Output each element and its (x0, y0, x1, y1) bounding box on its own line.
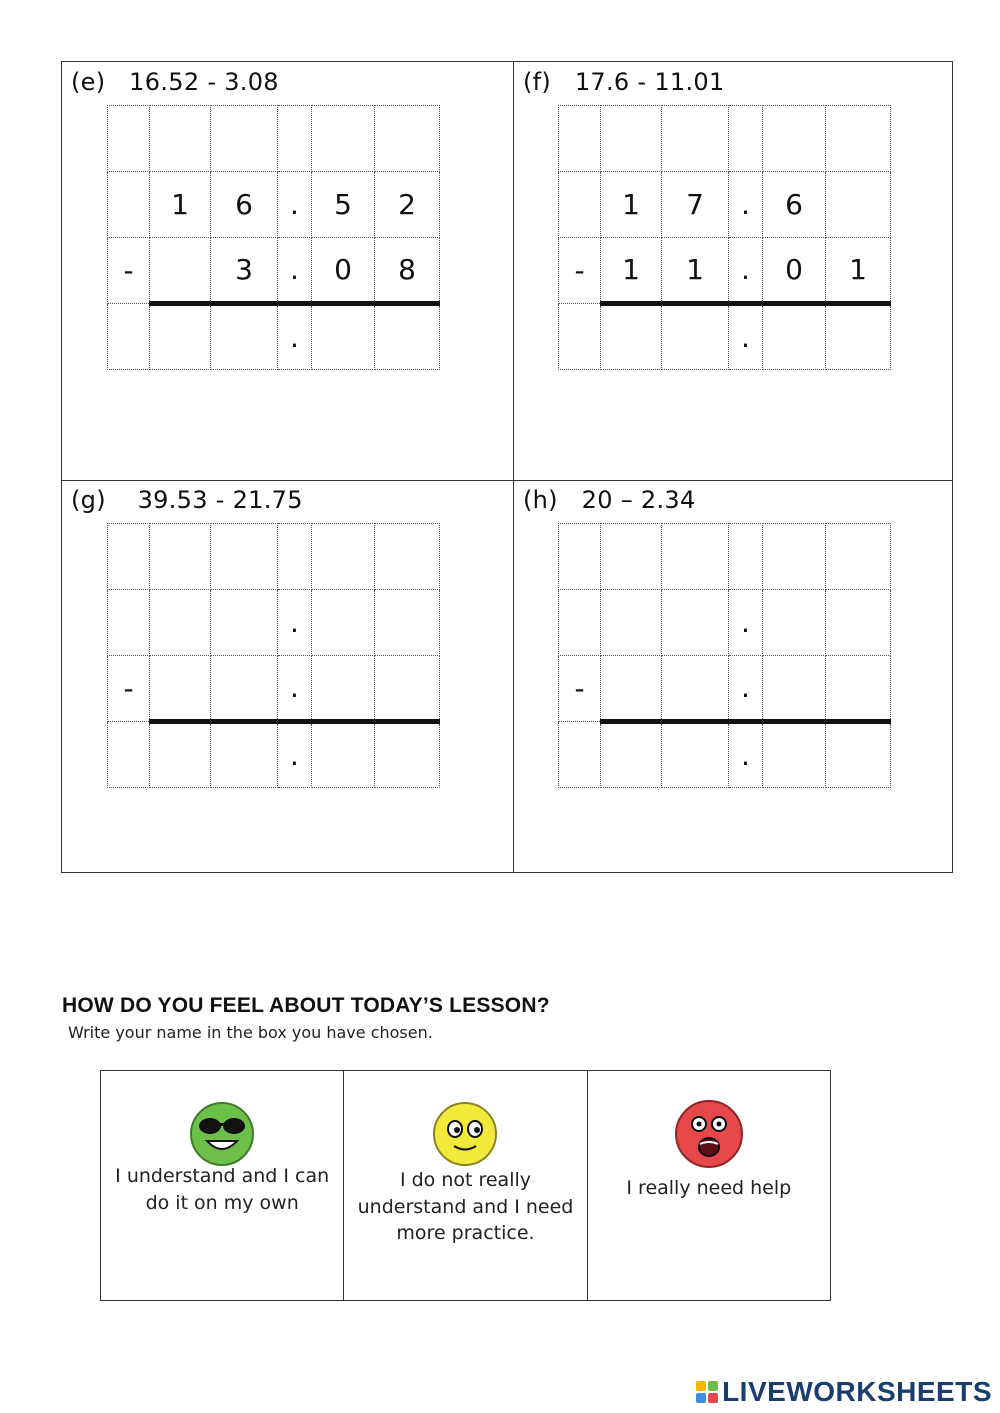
grid-cell[interactable] (559, 722, 601, 788)
grid-cell[interactable] (108, 722, 150, 788)
grid-cell: 0 (763, 238, 826, 304)
grid-cell (278, 106, 312, 172)
grid-cell (559, 590, 601, 656)
grid-cell: 1 (601, 238, 662, 304)
grid-cell: - (559, 238, 601, 304)
grid-cell[interactable] (375, 722, 440, 788)
grid-cell (662, 524, 729, 590)
logo-blocks-icon (696, 1381, 718, 1403)
grid-cell (601, 656, 662, 722)
grid-cell[interactable] (312, 722, 375, 788)
grid-row (559, 722, 891, 788)
grid-cell: 7 (662, 172, 729, 238)
grid-cell[interactable] (601, 722, 662, 788)
grid-cell (559, 106, 601, 172)
grid-cell (150, 590, 211, 656)
problem-e-grid (107, 105, 440, 370)
grid-cell: . (729, 590, 763, 656)
grid-cell[interactable] (211, 722, 278, 788)
neutral-face-icon (430, 1099, 500, 1169)
grid-cell (601, 524, 662, 590)
grid-cell: . (278, 656, 312, 722)
feedback-option-understand[interactable] (101, 1071, 344, 1300)
grid-cell (662, 106, 729, 172)
grid-row (108, 656, 440, 722)
grid-cell: 0 (312, 238, 375, 304)
grid-cell (763, 590, 826, 656)
problem-h-grid (558, 523, 891, 788)
grid-cell (108, 524, 150, 590)
grid-cell (763, 524, 826, 590)
grid-cell (763, 656, 826, 722)
problem-e-label: (e) 16.52 - 3.08 (71, 68, 279, 96)
grid-cell: . (729, 656, 763, 722)
grid-row (559, 656, 891, 722)
grid-cell[interactable] (312, 304, 375, 370)
panel-divider-vertical (513, 62, 514, 872)
grid-row (108, 106, 440, 172)
grid-cell (662, 590, 729, 656)
grid-cell[interactable] (763, 722, 826, 788)
grid-cell: . (729, 722, 763, 788)
grid-cell (150, 524, 211, 590)
grid-cell[interactable] (108, 304, 150, 370)
grid-cell[interactable] (826, 722, 891, 788)
grid-cell: . (729, 238, 763, 304)
problem-h-label: (h) 20 – 2.34 (523, 486, 696, 514)
feedback-option-practice-text: I do not really understand and I need more practice. (357, 1169, 574, 1245)
grid-cell (211, 524, 278, 590)
grid-cell: 1 (662, 238, 729, 304)
grid-cell (150, 656, 211, 722)
grid-cell: . (278, 172, 312, 238)
grid-row (108, 524, 440, 590)
grid-row (559, 524, 891, 590)
grid-cell (763, 106, 826, 172)
grid-row (108, 172, 440, 238)
cool-face-icon (187, 1099, 257, 1169)
grid-cell (559, 524, 601, 590)
grid-cell: 6 (211, 172, 278, 238)
feedback-subtitle: Write your name in the box you have chosen. (68, 1023, 433, 1042)
grid-cell[interactable] (211, 304, 278, 370)
grid-cell (150, 238, 211, 304)
grid-cell (559, 172, 601, 238)
grid-cell: . (278, 722, 312, 788)
grid-cell: 5 (312, 172, 375, 238)
grid-cell: 6 (763, 172, 826, 238)
grid-cell (826, 106, 891, 172)
grid-cell: . (729, 304, 763, 370)
feedback-option-help[interactable] (588, 1071, 830, 1300)
grid-cell (150, 106, 211, 172)
grid-cell[interactable] (559, 304, 601, 370)
logo-text: LIVEWORKSHEETS (722, 1376, 992, 1407)
grid-cell[interactable] (662, 304, 729, 370)
panel-divider-horizontal (62, 480, 952, 481)
grid-cell (211, 590, 278, 656)
liveworksheets-logo (696, 1376, 992, 1408)
grid-cell (108, 590, 150, 656)
grid-cell[interactable] (375, 304, 440, 370)
feedback-option-understand-text: I understand and I can do it on my own (115, 1165, 330, 1214)
grid-row (559, 590, 891, 656)
grid-cell: - (108, 656, 150, 722)
grid-cell: 1 (826, 238, 891, 304)
grid-row (559, 106, 891, 172)
grid-cell (729, 106, 763, 172)
grid-cell[interactable] (601, 304, 662, 370)
grid-row (108, 238, 440, 304)
grid-cell[interactable] (150, 304, 211, 370)
feedback-option-help-text: I really need help (626, 1177, 792, 1199)
grid-cell (826, 656, 891, 722)
grid-cell (375, 106, 440, 172)
scared-face-icon (672, 1097, 746, 1171)
grid-cell (662, 656, 729, 722)
grid-cell[interactable] (150, 722, 211, 788)
grid-cell (278, 524, 312, 590)
problem-g-grid (107, 523, 440, 788)
grid-cell (375, 524, 440, 590)
grid-cell (211, 106, 278, 172)
grid-cell: . (278, 238, 312, 304)
grid-cell (826, 590, 891, 656)
grid-cell: 1 (150, 172, 211, 238)
grid-cell: . (278, 590, 312, 656)
grid-row (108, 304, 440, 370)
grid-cell (312, 590, 375, 656)
problem-g-label: (g) 39.53 - 21.75 (71, 486, 303, 514)
grid-cell (601, 590, 662, 656)
grid-cell (375, 590, 440, 656)
grid-cell: . (278, 304, 312, 370)
grid-cell (826, 524, 891, 590)
grid-cell (312, 524, 375, 590)
grid-cell (826, 172, 891, 238)
grid-cell: 3 (211, 238, 278, 304)
grid-cell (729, 524, 763, 590)
grid-cell: 2 (375, 172, 440, 238)
grid-cell[interactable] (662, 722, 729, 788)
feedback-option-practice[interactable] (344, 1071, 587, 1300)
grid-cell: . (729, 172, 763, 238)
grid-cell: - (559, 656, 601, 722)
grid-cell[interactable] (763, 304, 826, 370)
problem-f-grid (558, 105, 891, 370)
grid-row (108, 722, 440, 788)
grid-cell (312, 106, 375, 172)
grid-row (559, 172, 891, 238)
grid-cell (211, 656, 278, 722)
grid-row (559, 304, 891, 370)
grid-cell (312, 656, 375, 722)
grid-cell: - (108, 238, 150, 304)
problems-panel (61, 61, 953, 873)
grid-cell (108, 106, 150, 172)
grid-cell[interactable] (826, 304, 891, 370)
grid-cell (601, 106, 662, 172)
grid-cell (375, 656, 440, 722)
grid-cell: 8 (375, 238, 440, 304)
feedback-title: HOW DO YOU FEEL ABOUT TODAY’S LESSON? (62, 994, 550, 1017)
grid-row (108, 590, 440, 656)
problem-f-label: (f) 17.6 - 11.01 (523, 68, 725, 96)
grid-cell (108, 172, 150, 238)
grid-cell: 1 (601, 172, 662, 238)
grid-row (559, 238, 891, 304)
feedback-box (100, 1070, 831, 1301)
